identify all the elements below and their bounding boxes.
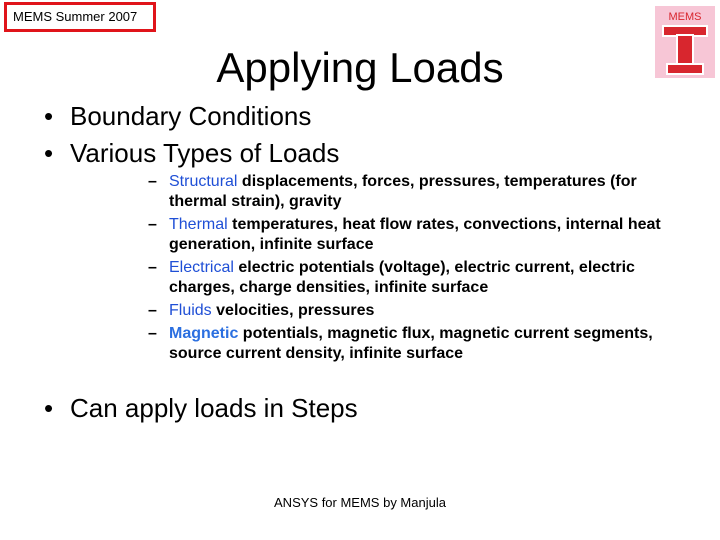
load-type-item <box>148 215 688 255</box>
load-description: temperatures, heat flow rates, convections, internal heat generation, infinite surface <box>169 216 661 253</box>
main-bullet-list <box>44 98 339 172</box>
load-category: Thermal <box>169 216 228 233</box>
final-bullet-list <box>44 390 358 427</box>
load-category: Structural <box>169 173 238 190</box>
load-type-item <box>148 301 688 321</box>
logo-text: MEMS <box>668 11 702 23</box>
load-description: electric potentials (voltage), electric current, electric charges, charge densities, infinite surface <box>169 259 635 296</box>
bullet-item: • Boundary Conditions <box>44 98 339 135</box>
load-category: Magnetic <box>169 325 239 342</box>
load-description: displacements, forces, pressures, temperatures (for thermal strain), gravity <box>169 173 637 210</box>
load-type-item <box>148 324 688 364</box>
load-type-item <box>148 258 688 298</box>
load-category: Electrical <box>169 259 234 276</box>
header-badge <box>4 2 156 32</box>
load-type-list <box>148 172 688 367</box>
header-badge-text: MEMS Summer 2007 <box>13 9 138 24</box>
load-type-item <box>148 172 688 212</box>
load-description: velocities, pressures <box>216 302 375 319</box>
load-description: potentials, magnetic flux, magnetic current segments, source current density, infinite surface <box>169 325 653 362</box>
bullet-item: • Various Types of Loads <box>44 135 339 172</box>
slide-title: Applying Loads <box>216 44 504 91</box>
slide-footer: ANSYS for MEMS by Manjula <box>274 495 446 510</box>
load-category: Fluids <box>169 302 212 319</box>
bullet-item: • Can apply loads in Steps <box>44 390 358 427</box>
